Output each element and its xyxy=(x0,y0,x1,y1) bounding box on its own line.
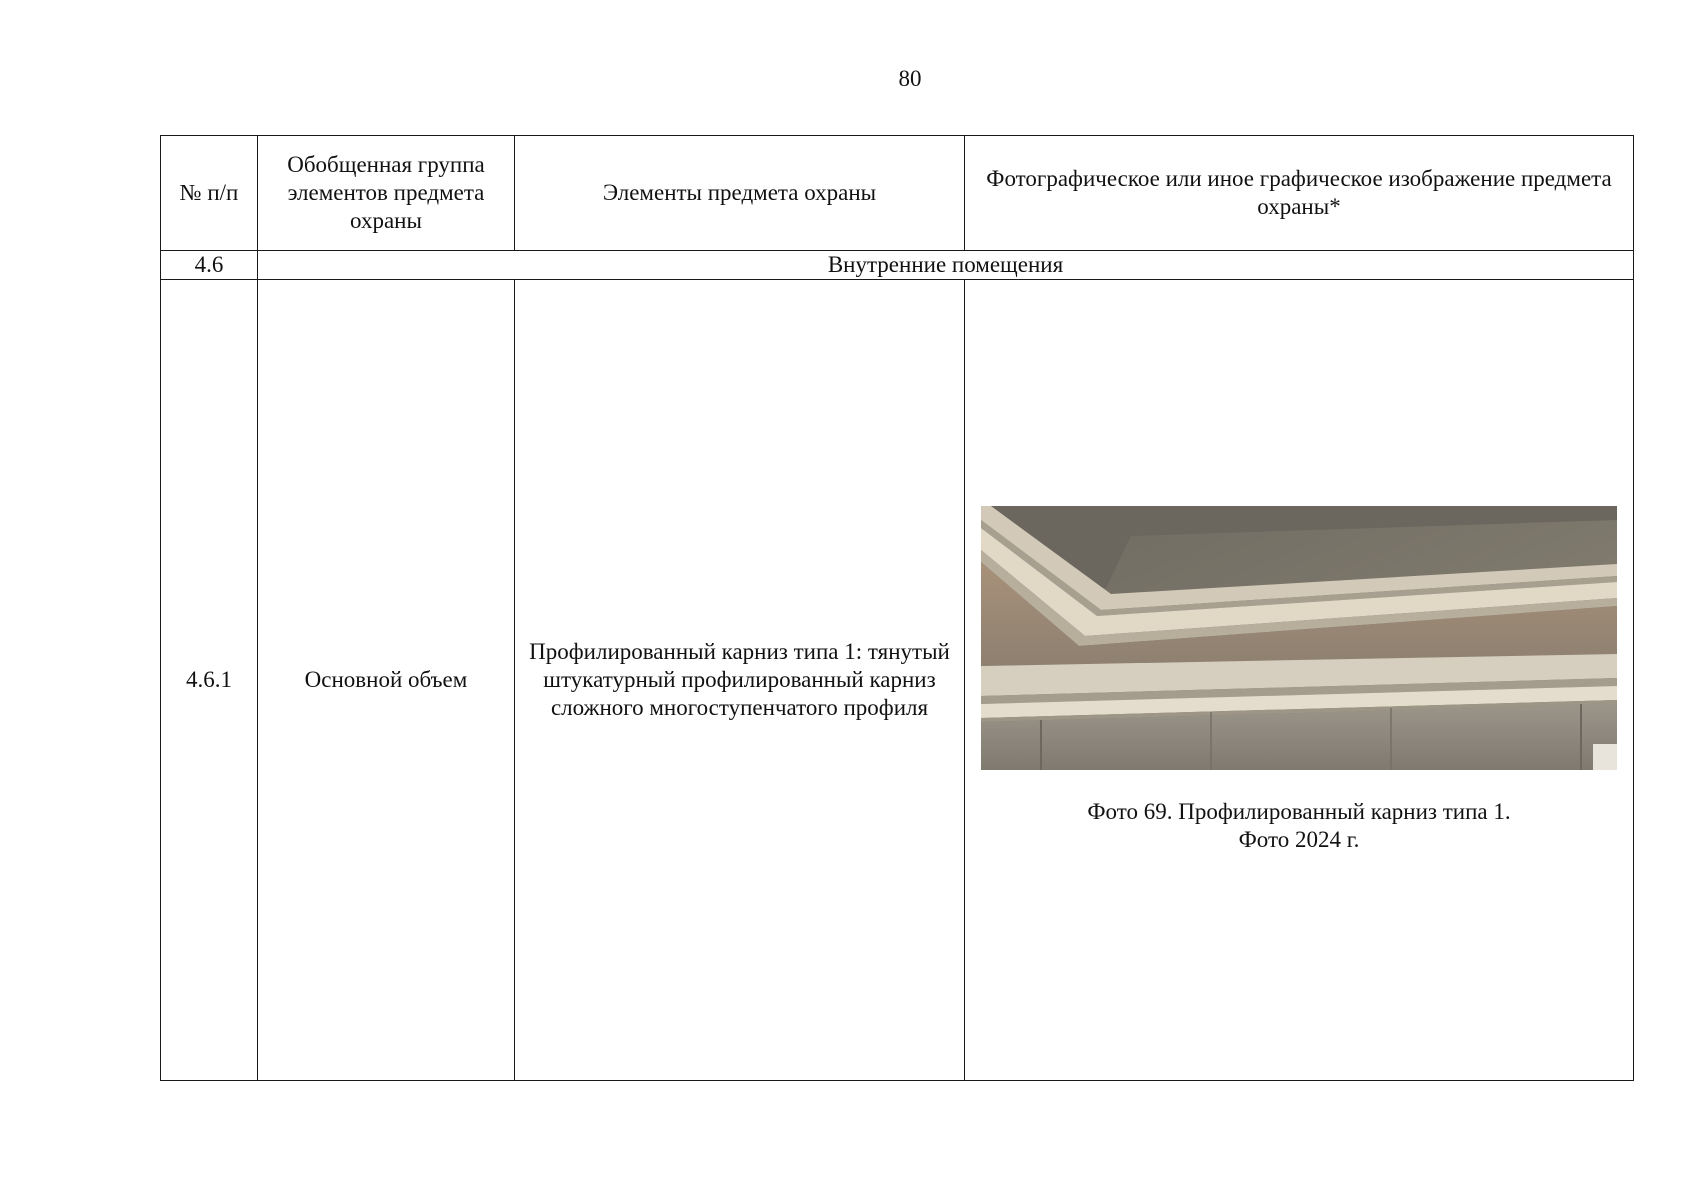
row-number: 4.6.1 xyxy=(161,280,258,1081)
photo-caption-line1: Фото 69. Профилированный карниз типа 1. xyxy=(1087,798,1511,824)
table-header-row xyxy=(161,136,1634,251)
row-group: Основной объем xyxy=(258,280,515,1081)
header-image: Фотографическое или иное графическое изображение предмета охраны* xyxy=(965,136,1634,251)
header-group: Обобщенная группа элементов предмета охраны xyxy=(258,136,515,251)
header-number: № п/п xyxy=(161,136,258,251)
protection-elements-table xyxy=(160,135,1634,1081)
cornice-photo xyxy=(981,506,1617,770)
table-row xyxy=(161,280,1634,1081)
header-elements: Элементы предмета охраны xyxy=(515,136,965,251)
section-title: Внутренние помещения xyxy=(258,251,1634,280)
photo-block xyxy=(977,506,1621,855)
photo-caption-line2: Фото 2024 г. xyxy=(1238,827,1360,852)
photo-caption xyxy=(1087,798,1510,855)
row-photo-cell xyxy=(965,280,1634,1081)
section-row xyxy=(161,251,1634,280)
section-number: 4.6 xyxy=(161,251,258,280)
row-element: Профилированный карниз типа 1: тянутый штукатурный профилированный карниз сложного многоступенчатого профиля xyxy=(515,280,965,1081)
page-number: 80 xyxy=(898,66,922,91)
